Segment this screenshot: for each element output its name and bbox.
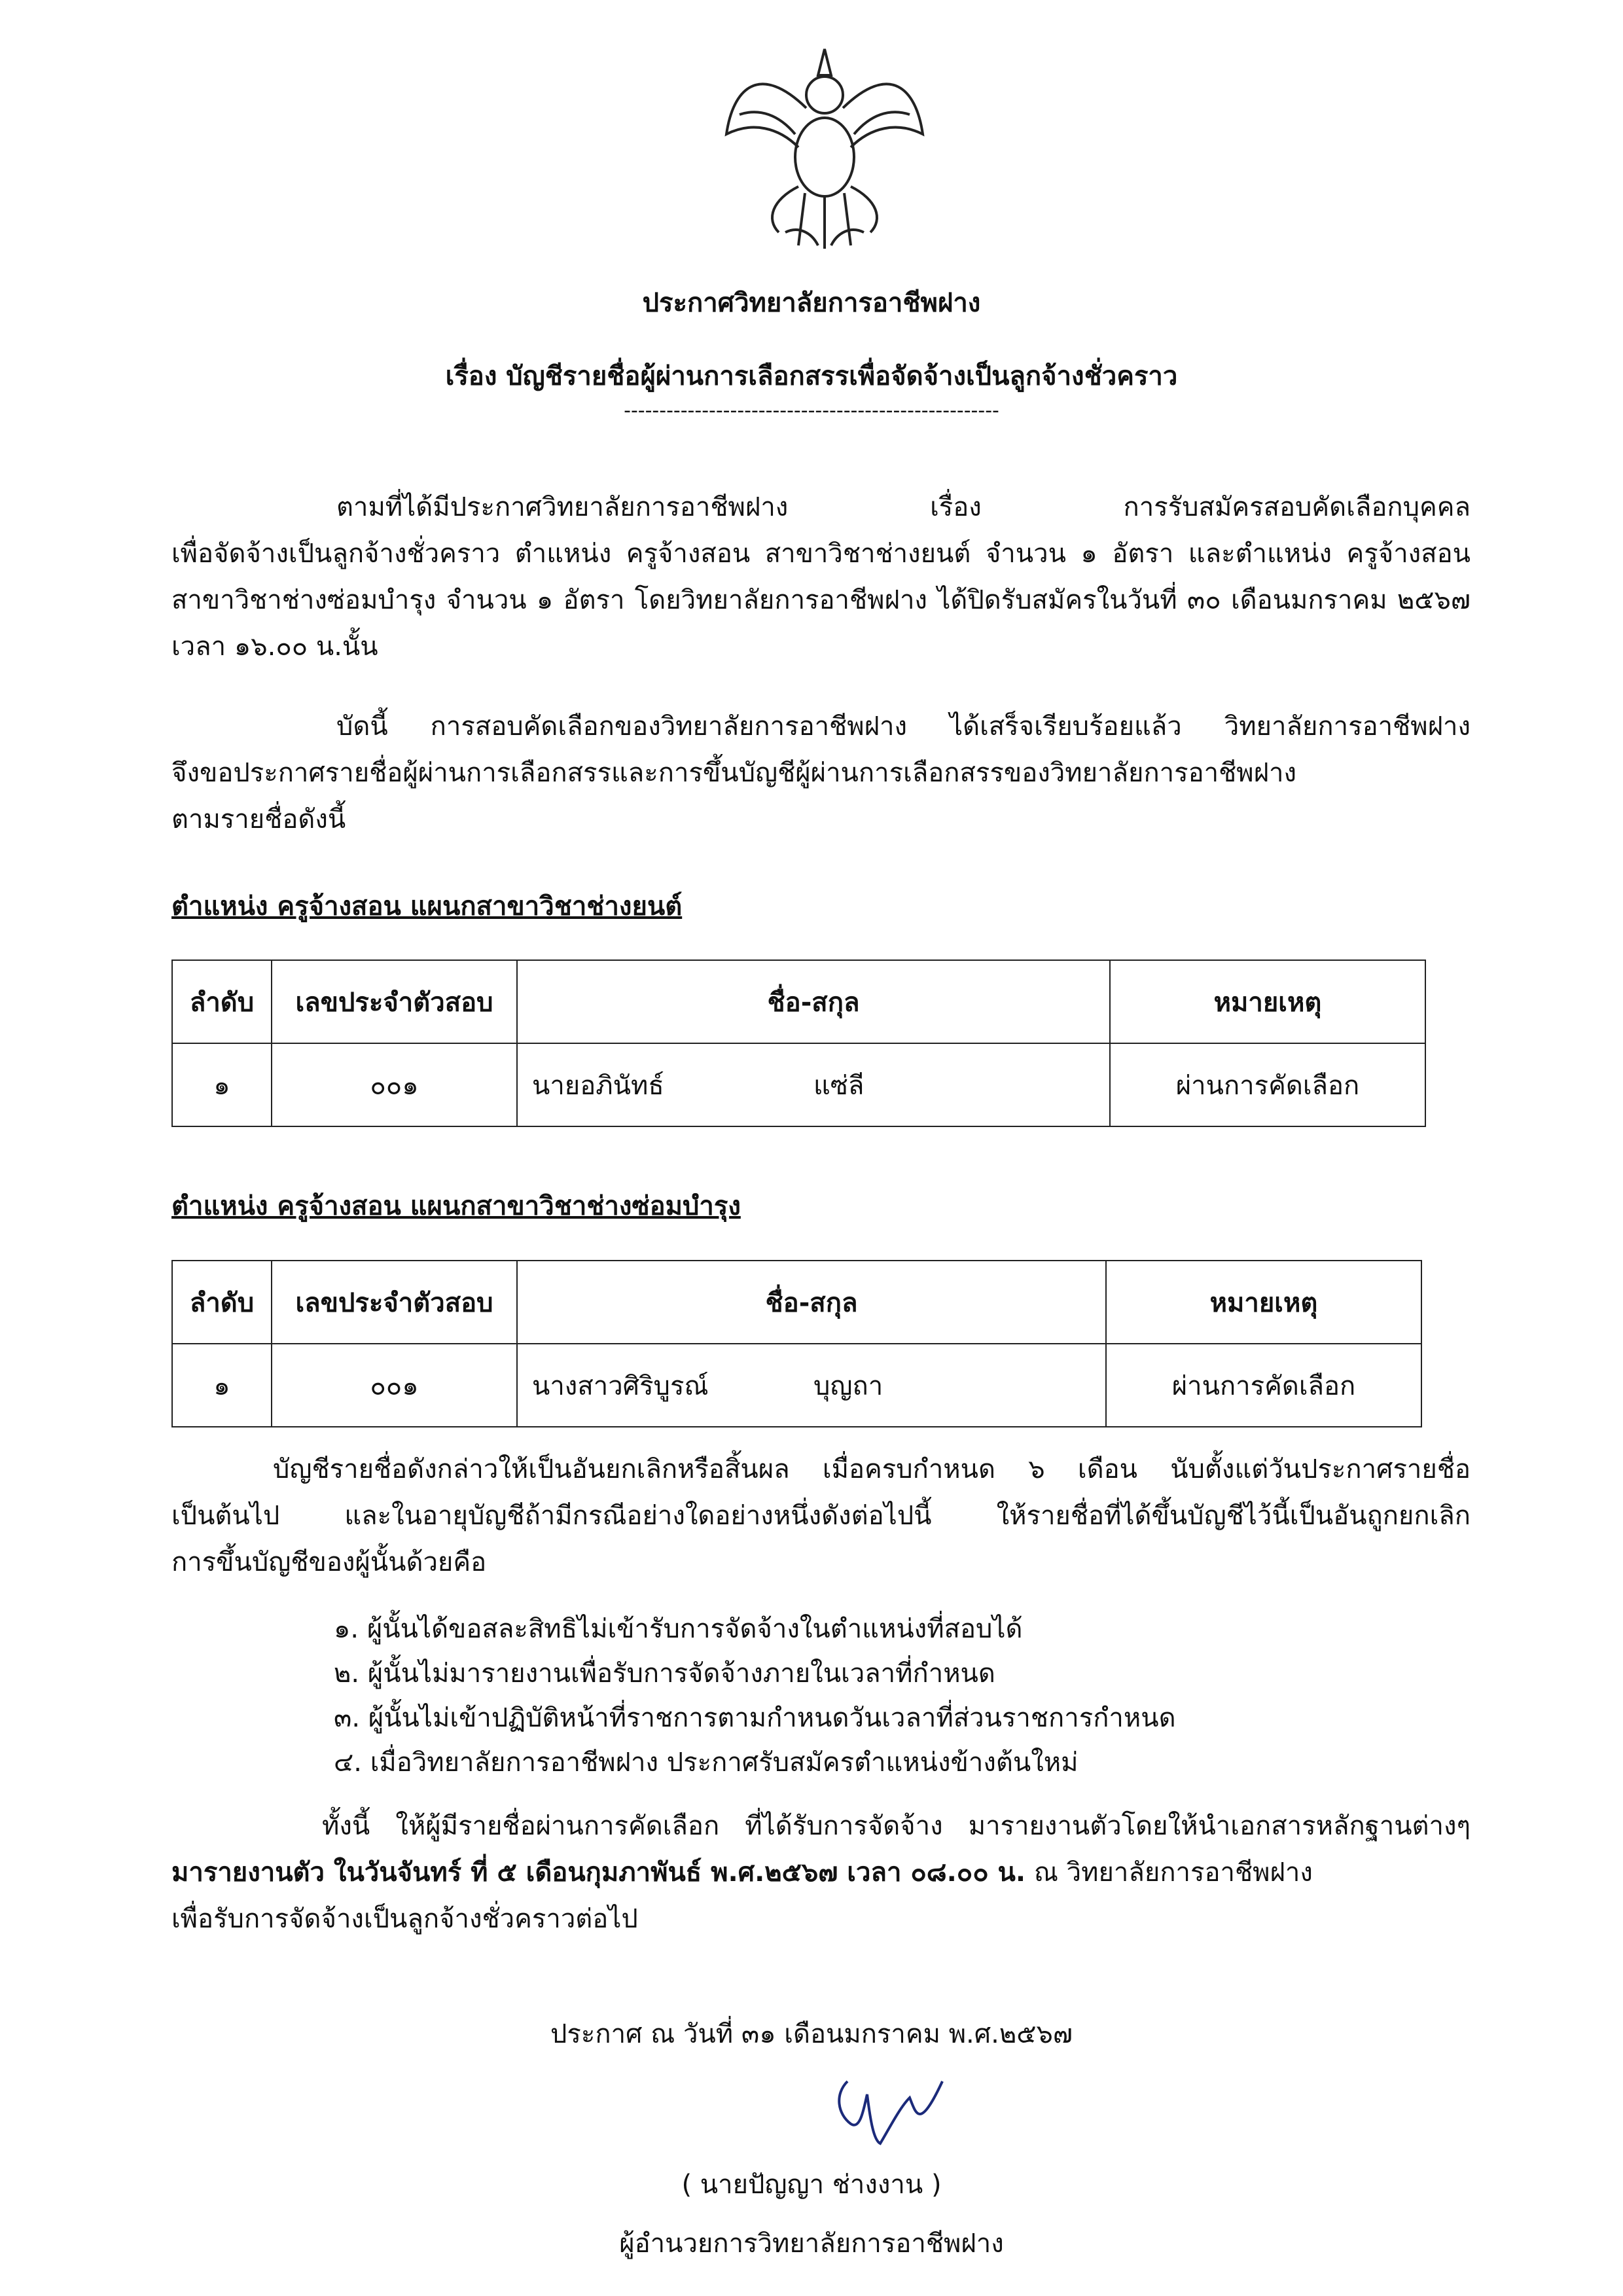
garuda-emblem-icon [720,36,929,252]
column-header-name: ชื่อ-สกุล [517,960,1110,1043]
row-name [517,1043,1110,1126]
row-no: ๑ [172,1344,272,1427]
validity-line-2: เป็นต้นไป และในอายุบัญชีถ้ามีกรณีอย่างใดอย่างหนึ่งดังต่อไปนี้ ให้รายชื่อที่ได้ขึ้นบัญชีไว้นี้เป็นอันถูกยกเลิก [171,1501,1471,1531]
validity-paragraph [171,1446,1471,1586]
row-no: ๑ [172,1043,272,1126]
row-exam-id: ๐๐๑ [272,1043,517,1126]
row-first-name: นางสาวศิริบูรณ์ [532,1371,709,1401]
list-item: ๑. ผู้นั้นได้ขอสละสิทธิไม่เข้ารับการจัดจ้างในตำแหน่งที่สอบได้ [334,1614,1023,1644]
announcement-date: ประกาศ ณ วันที่ ๓๑ เดือนมกราคม พ.ศ.๒๕๖๗ [550,2019,1073,2049]
row-last-name: แซ่ลี [813,1070,865,1101]
report-line-1: ทั้งนี้ ให้ผู้มีรายชื่อผ่านการคัดเลือก ที่ได้รับการจัดจ้าง มารายงานตัวโดยให้นำเอกสารหลักฐานต่างๆ [322,1811,1471,1841]
result-line-1: บัดนี้ การสอบคัดเลือกของวิทยาลัยการอาชีพฝาง ได้เสร็จเรียบร้อยแล้ว วิทยาลัยการอาชีพฝาง [336,711,1471,742]
section-heading-maintenance: ตำแหน่ง ครูจ้างสอน แผนกสาขาวิชาช่างซ่อมบำรุง [171,1191,741,1221]
list-item: ๓. ผู้นั้นไม่เข้าปฏิบัติหน้าที่ราชการตามกำหนดวันเวลาที่ส่วนราชการกำหนด [334,1703,1176,1733]
row-note: ผ่านการคัดเลือก [1106,1344,1421,1427]
document-title: ประกาศวิทยาลัยการอาชีพฝาง [642,288,981,318]
results-table-auto-mechanics [171,960,1426,1127]
signer-name: ( นายปัญญา ช่างงาน ) [681,2170,942,2200]
column-header-note: หมายเหตุ [1110,960,1425,1043]
table-header-row [172,960,1425,1043]
intro-line-3: สาขาวิชาช่างซ่อมบำรุง จำนวน ๑ อัตรา โดยวิทยาลัยการอาชีพฝาง ได้ปิดรับสมัครในวันที่ ๓๐ เดือนมกราคม ๒๕๖๗ [171,585,1471,615]
row-first-name: นายอภินัทธ์ [532,1070,664,1101]
table-row [172,1344,1421,1427]
intro-line-4: เวลา ๑๖.๐๐ น.นั้น [171,632,378,662]
results-table-maintenance [171,1260,1422,1427]
column-header-note: หมายเหตุ [1106,1261,1421,1344]
column-header-no: ลำดับ [172,1261,272,1344]
result-paragraph [171,704,1471,843]
section-heading-auto-mechanics: ตำแหน่ง ครูจ้างสอน แผนกสาขาวิชาช่างยนต์ [171,891,683,922]
column-header-exam-id: เลขประจำตัวสอบ [272,960,517,1043]
signer-position: ผู้อำนวยการวิทยาลัยการอาชีพฝาง [619,2229,1004,2259]
table-row [172,1043,1425,1126]
result-line-2: จึงขอประกาศรายชื่อผู้ผ่านการเลือกสรรและการขึ้นบัญชีผู้ผ่านการเลือกสรรของวิทยาลัยการอาชีพฝาง [171,758,1297,788]
intro-paragraph [171,484,1471,670]
title-separator: ----------------------------------------------------- [624,399,999,422]
column-header-name: ชื่อ-สกุล [517,1261,1106,1344]
intro-line-1: ตามที่ได้มีประกาศวิทยาลัยการอาชีพฝาง เรื่อง การรับสมัครสอบคัดเลือกบุคคล [336,492,1471,522]
result-line-3: ตามรายชื่อดังนี้ [171,804,346,834]
list-item: ๔. เมื่อวิทยาลัยการอาชีพฝาง ประกาศรับสมัครตำแหน่งข้างต้นใหม่ [334,1748,1079,1778]
report-line-2 [171,1850,1471,1896]
conditions-list [334,1607,1176,1785]
validity-line-3: การขึ้นบัญชีของผู้นั้นด้วยคือ [171,1547,487,1577]
row-last-name: บุญถา [813,1371,883,1401]
document-subject: เรื่อง บัญชีรายชื่อผู้ผ่านการเลือกสรรเพื่อจัดจ้างเป็นลูกจ้างชั่วคราว [445,361,1178,391]
signature-icon [828,2068,952,2153]
column-header-no: ลำดับ [172,960,272,1043]
report-location: ณ วิทยาลัยการอาชีพฝาง [1026,1857,1313,1888]
row-exam-id: ๐๐๑ [272,1344,517,1427]
list-item: ๒. ผู้นั้นไม่มารายงานเพื่อรับการจัดจ้างภายในเวลาที่กำหนด [334,1659,995,1689]
table-header-row [172,1261,1421,1344]
validity-line-1: บัญชีรายชื่อดังกล่าวให้เป็นอันยกเลิกหรือสิ้นผล เมื่อครบกำหนด ๖ เดือน นับตั้งแต่วันประกาศรายชื่อ [273,1454,1471,1484]
report-date-bold: มารายงานตัว ในวันจันทร์ ที่ ๕ เดือนกุมภาพันธ์ พ.ศ.๒๕๖๗ เวลา ๐๘.๐๐ น. [171,1857,1026,1888]
report-line-3: เพื่อรับการจัดจ้างเป็นลูกจ้างชั่วคราวต่อไป [171,1904,638,1934]
row-name [517,1344,1106,1427]
column-header-exam-id: เลขประจำตัวสอบ [272,1261,517,1344]
intro-line-2: เพื่อจัดจ้างเป็นลูกจ้างชั่วคราว ตำแหน่ง ครูจ้างสอน สาขาวิชาช่างยนต์ จำนวน ๑ อัตรา และตำแหน่ง ครูจ้างสอน [171,539,1471,569]
row-note: ผ่านการคัดเลือก [1110,1043,1425,1126]
report-paragraph [171,1803,1471,1943]
